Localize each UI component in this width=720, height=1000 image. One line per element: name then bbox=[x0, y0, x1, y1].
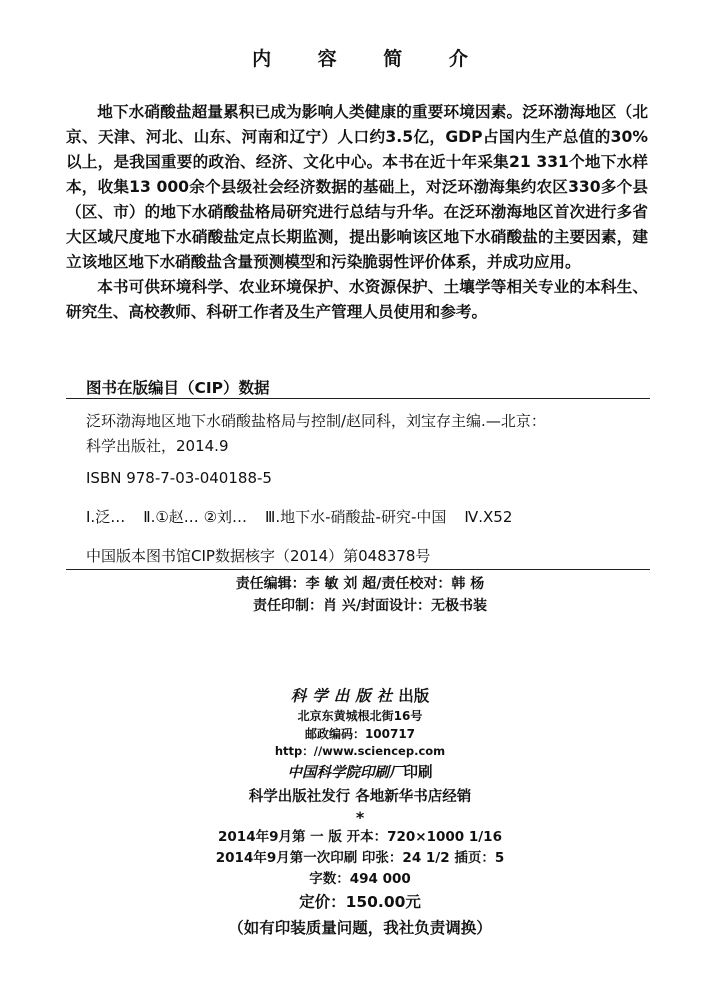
publisher-line bbox=[0, 684, 720, 708]
separator-star: * bbox=[355, 807, 365, 827]
cip-top-rule bbox=[66, 398, 650, 399]
cip-record bbox=[86, 409, 646, 566]
publisher-address: 北京东黄城根北街16号 bbox=[297, 709, 423, 723]
cip-classification bbox=[86, 507, 646, 527]
quality-notice: （如有印装质量问题，我社负责调换） bbox=[228, 918, 492, 937]
cip-entry-line-1: 泛环渤海地区地下水硝酸盐格局与控制/赵同科，刘宝存主编.—北京： bbox=[86, 412, 546, 430]
edition-line: 2014年9月第 一 版 开本：720×1000 1/16 bbox=[218, 828, 502, 845]
cip-entry-line-2: 科学出版社，2014.9 bbox=[86, 437, 229, 455]
printer-logo: 中国科学院印刷厂 bbox=[287, 764, 404, 781]
summary-paragraph-1: 地下水硝酸盐超量累积已成为影响人类健康的重要环境因素。泛环渤海地区（北京、天津、河北、山东、河南和辽宁）人口约3.5亿，GDP占国内生产总值的30%以上，是我国重要的政治、经济、文化中心。本书在近十年采集21 331个地下水样本，收集13 000余个县级社会经济数据的基础上，对泛环渤海集约农区330多个县（区、市）的地下水硝酸盐格局研究进行总结与升华。在泛环渤海地区首次进行多省大区域尺度地下水硝酸盐定点长期监测，提出影响该区地下水硝酸盐的主要因素，建立该地区地下水硝酸盐含量预测模型和污染脆弱性评价体系，并成功应用。 bbox=[66, 103, 648, 271]
summary-paragraph-2: 本书可供环境科学、农业环境保护、水资源保护、土壤学等相关专业的本科生、研究生、高校教师、科研工作者及生产管理人员使用和参考。 bbox=[66, 278, 648, 321]
publisher-url: http：//www.sciencep.com bbox=[274, 744, 446, 758]
content-summary bbox=[66, 100, 648, 325]
publisher-postcode: 邮政编码：100717 bbox=[304, 726, 416, 741]
cip-class-item: Ⅱ.①赵… ②刘… bbox=[143, 508, 248, 526]
imprint-block bbox=[0, 684, 720, 942]
distribution-line: 科学出版社发行 各地新华书店经销 bbox=[248, 788, 472, 805]
cip-class-item: Ⅳ.X52 bbox=[464, 508, 513, 526]
publisher-suffix: 出版 bbox=[398, 687, 430, 705]
printer-line bbox=[0, 761, 720, 785]
printing-line: 2014年9月第一次印刷 印张：24 1/2 插页：5 bbox=[215, 849, 505, 866]
cip-class-item: Ⅲ.地下水-硝酸盐-研究-中国 bbox=[265, 508, 447, 526]
staff-editors: 责任编辑：李 敏 刘 超/责任校对：韩 杨 bbox=[235, 576, 485, 592]
page-title: 内 容 简 介 bbox=[252, 48, 488, 70]
cip-class-item: Ⅰ.泛… bbox=[86, 508, 126, 526]
staff-production: 责任印制：肖 兴/封面设计：无极书装 bbox=[253, 598, 487, 614]
cip-record-number: 中国版本图书馆CIP数据核字（2014）第048378号 bbox=[86, 547, 431, 565]
word-count: 字数：494 000 bbox=[309, 870, 411, 887]
printer-suffix: 印刷 bbox=[403, 764, 433, 781]
price: 定价：150.00元 bbox=[299, 892, 421, 911]
cip-bottom-rule bbox=[66, 569, 650, 570]
cip-isbn: ISBN 978-7-03-040188-5 bbox=[86, 469, 272, 487]
publisher-logo: 科学出版社 bbox=[290, 686, 399, 705]
cip-heading: 图书在版编目（CIP）数据 bbox=[86, 379, 270, 397]
